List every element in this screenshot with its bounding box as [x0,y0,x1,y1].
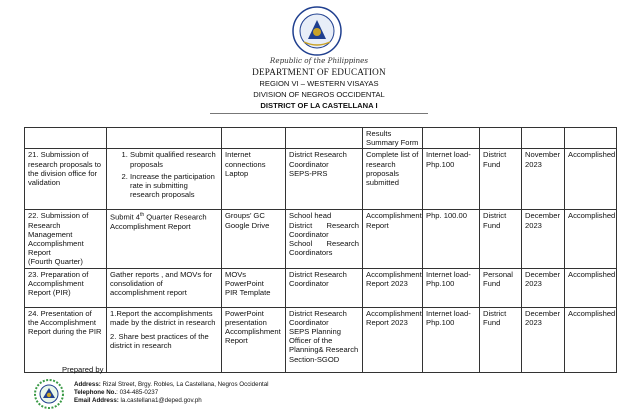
address-line [74,381,269,389]
phone-line [74,389,158,397]
time-cell: December 2023 [522,307,565,372]
tasks-cell: Gather reports , and MOVs for consolidation of accomplishment report [107,268,222,307]
header-divider [210,113,428,114]
task-line: 2. Share best practices of the district in research [110,332,209,351]
time-cell: December 2023 [522,210,565,268]
list-item: 2. Increase the participation rate in submitting research proposals [130,172,218,200]
activity-cell: 22. Submission of Research Management Accomplishment Report (Fourth Quarter) [25,210,107,268]
resources-cell: MOVs PowerPoint PIR Template [222,268,286,307]
task-line: 1.Report the accomplishments made by the district in research [110,308,216,327]
phone-value: : 034-485-0237 [116,389,159,396]
activity-cell: 24. Presentation of the Accomplishment Report during the PIR [25,307,107,372]
source-cell: Personal Fund [480,268,522,307]
address-value: Rizal Street, Brgy. Robles, La Castellana, Negros Occidental [100,381,269,388]
table-row [25,210,617,268]
source-cell: District Fund [480,149,522,210]
activity-cell: 21. Submission of research proposals to the division office for validation [25,149,107,210]
resources-cell: PowerPoint presentation Accomplishment Report [222,307,286,372]
list-item: 1. Submit qualified research proposals [130,150,218,168]
tasks-text-pre: Submit 4 [110,212,140,222]
department-heading: DEPARTMENT OF EDUCATION [252,67,386,77]
tasks-cell [107,307,222,372]
email-label: Email Address: [74,397,119,404]
status-cell: Accomplished [565,268,617,307]
activity-cell: 23. Preparation of Accomplishment Report (PIR) [25,268,107,307]
address-label: Address: [74,381,101,388]
table-row [25,268,617,307]
status-cell: Accomplished [565,307,617,372]
resources-cell: Groups’ GC Google Drive [222,210,286,268]
region-heading: REGION VI – WESTERN VISAYAS [259,79,379,88]
persons-cell [286,210,363,268]
status-cell: Accomplished [565,210,617,268]
source-cell: District Fund [480,307,522,372]
district-logo [34,379,64,409]
deped-seal-logo [292,6,342,56]
email-value: la.castellana1@deped.gov.ph [118,397,202,404]
time-cell: December 2023 [522,268,565,307]
tasks-superscript: th [139,212,145,219]
budget-cell: Internet load-Php.100 [423,268,480,307]
table-row [25,307,617,372]
tasks-cell [107,149,222,210]
phone-label: Telephone No. [74,389,117,396]
person-line: School Research Coordinators [289,239,359,258]
table-row [25,149,617,210]
results-cell: Results Summary Form [363,128,423,149]
tasks-cell [107,210,222,268]
output-cell: Accomplishment Report [363,210,423,268]
output-cell: Accomplishment Report 2023 [363,307,423,372]
division-heading: DIVISION OF NEGROS OCCIDENTAL [253,90,385,99]
person-line: School head [289,211,332,221]
budget-cell: Php. 100.00 [423,210,480,268]
resources-cell: Internet connections Laptop [222,149,286,210]
output-cell: Accomplishment Report 2023 [363,268,423,307]
status-cell: Accomplished [565,149,617,210]
persons-cell: District Research Coordinator SEPS-PRS [286,149,363,210]
output-cell: Complete list of research proposals submitted [363,149,423,210]
budget-cell: Internet load-Php.100 [423,307,480,372]
persons-cell: District Research Coordinator [286,268,363,307]
email-line [74,397,202,405]
republic-heading: Republic of the Philippines [269,56,369,65]
source-cell: District Fund [480,210,522,268]
persons-cell: District Research Coordinator SEPS Planning Officer of the Planning& Research Section-SGOD [286,307,363,372]
person-line: District Research Coordinator [289,220,359,239]
district-heading: DISTRICT OF LA CASTELLANA I [260,101,378,110]
budget-cell: Internet load-Php.100 [423,149,480,210]
tasks-text-post: Quarter Research Accomplishment Report [110,212,207,232]
table-row [25,128,617,149]
research-activities-table [24,127,617,373]
time-cell: November 2023 [522,149,565,210]
prepared-by-label: Prepared by [62,365,104,374]
